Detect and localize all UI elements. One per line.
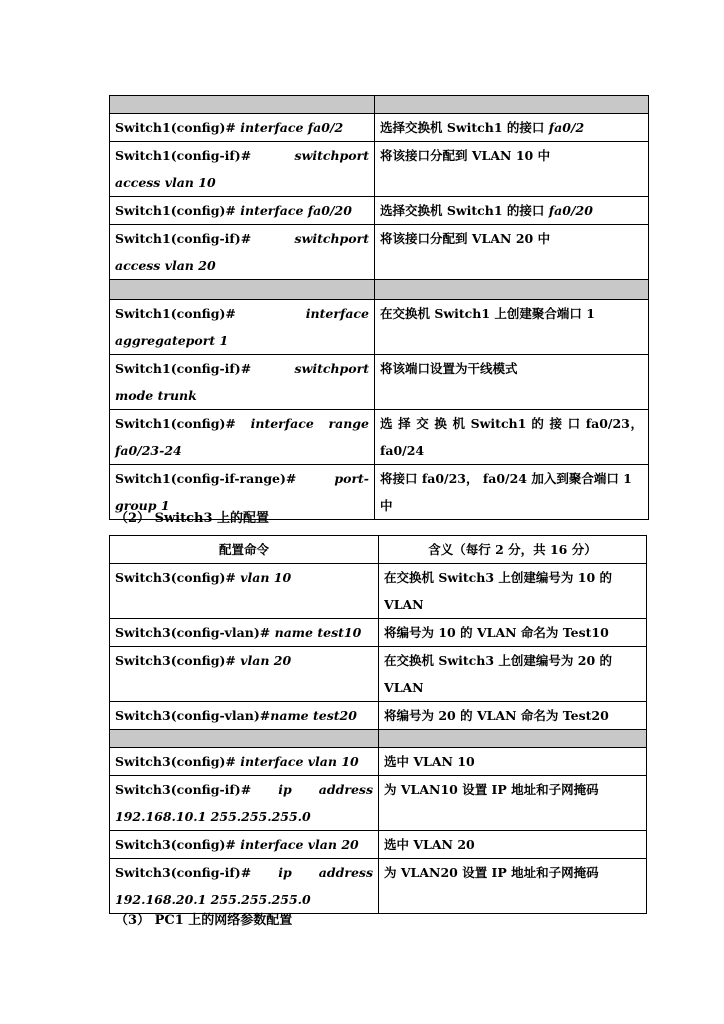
command-cell: Switch3(config-if)# ip address 192.168.10.1 255.255.255.0	[110, 776, 379, 831]
table-row	[110, 410, 649, 465]
command-cell: Switch1(config)# interface range fa0/23-24	[110, 410, 375, 465]
meaning-cell: 选择交换机 Switch1 的接口 fa0/2	[375, 114, 649, 142]
blank-cell	[110, 280, 375, 300]
table-row	[110, 300, 649, 355]
section-heading-switch3: （2） Switch3 上的配置	[115, 511, 270, 526]
meaning-cell: 选中 VLAN 20	[379, 831, 647, 859]
meaning-cell: 为 VLAN20 设置 IP 地址和子网掩码	[379, 859, 647, 914]
header-cell-meaning: 含义（每行 2 分，共 16 分）	[379, 536, 647, 564]
command-cell: Switch3(config-if)# ip address 192.168.20.1 255.255.255.0	[110, 859, 379, 914]
table-row	[110, 197, 649, 225]
blank-cell	[110, 96, 375, 114]
command-cell: Switch3(config)# vlan 10	[110, 564, 379, 619]
command-cell: Switch1(config-if)# switchport access vlan 20	[110, 225, 375, 280]
table-row	[110, 831, 647, 859]
header-cell-command: 配置命令	[110, 536, 379, 564]
table-row	[110, 225, 649, 280]
blank-cell	[110, 730, 379, 748]
switch1-config-table	[109, 95, 649, 520]
switch3-config-table	[109, 535, 647, 914]
blank-cell	[379, 730, 647, 748]
blank-cell	[375, 280, 649, 300]
command-cell: Switch3(config-vlan)# name test10	[110, 619, 379, 647]
meaning-cell: 将编号为 20 的 VLAN 命名为 Test20	[379, 702, 647, 730]
table-row	[110, 859, 647, 914]
meaning-cell: 为 VLAN10 设置 IP 地址和子网掩码	[379, 776, 647, 831]
table-row	[110, 776, 647, 831]
table-row	[110, 748, 647, 776]
command-cell: Switch1(config-if)# switchport access vlan 10	[110, 142, 375, 197]
table-row-blank	[110, 730, 647, 748]
table-row	[110, 114, 649, 142]
table-row	[110, 564, 647, 619]
meaning-cell: 将该接口分配到 VLAN 10 中	[375, 142, 649, 197]
meaning-cell: 在交换机 Switch3 上创建编号为 20 的 VLAN	[379, 647, 647, 702]
command-cell: Switch1(config)# interface fa0/2	[110, 114, 375, 142]
command-cell: Switch3(config)# vlan 20	[110, 647, 379, 702]
command-cell: Switch3(config)# interface vlan 20	[110, 831, 379, 859]
meaning-cell: 将该接口分配到 VLAN 20 中	[375, 225, 649, 280]
meaning-cell: 将该端口设置为干线模式	[375, 355, 649, 410]
table-row	[110, 647, 647, 702]
blank-cell	[375, 96, 649, 114]
table-row-blank	[110, 96, 649, 114]
table-row-blank	[110, 280, 649, 300]
command-cell: Switch3(config)# interface vlan 10	[110, 748, 379, 776]
table-header-row	[110, 536, 647, 564]
meaning-cell: 将编号为 10 的 VLAN 命名为 Test10	[379, 619, 647, 647]
meaning-cell: 选 择 交 换 机 Switch1 的 接 口 fa0/23， fa0/24	[375, 410, 649, 465]
meaning-cell: 选中 VLAN 10	[379, 748, 647, 776]
section-heading-pc1: （3） PC1 上的网络参数配置	[115, 913, 293, 928]
command-cell: Switch1(config)# interface aggregateport 1	[110, 300, 375, 355]
table-row	[110, 619, 647, 647]
meaning-cell: 选择交换机 Switch1 的接口 fa0/20	[375, 197, 649, 225]
command-cell: Switch3(config-vlan)#name test20	[110, 702, 379, 730]
meaning-cell: 在交换机 Switch1 上创建聚合端口 1	[375, 300, 649, 355]
command-cell: Switch1(config-if)# switchport mode trunk	[110, 355, 375, 410]
command-cell: Switch1(config-if-range)# port-group 1	[110, 465, 375, 520]
table-row	[110, 142, 649, 197]
command-cell: Switch1(config)# interface fa0/20	[110, 197, 375, 225]
meaning-cell: 将接口 fa0/23， fa0/24 加入到聚合端口 1 中	[375, 465, 649, 520]
table-row	[110, 355, 649, 410]
meaning-cell: 在交换机 Switch3 上创建编号为 10 的 VLAN	[379, 564, 647, 619]
table-row	[110, 702, 647, 730]
